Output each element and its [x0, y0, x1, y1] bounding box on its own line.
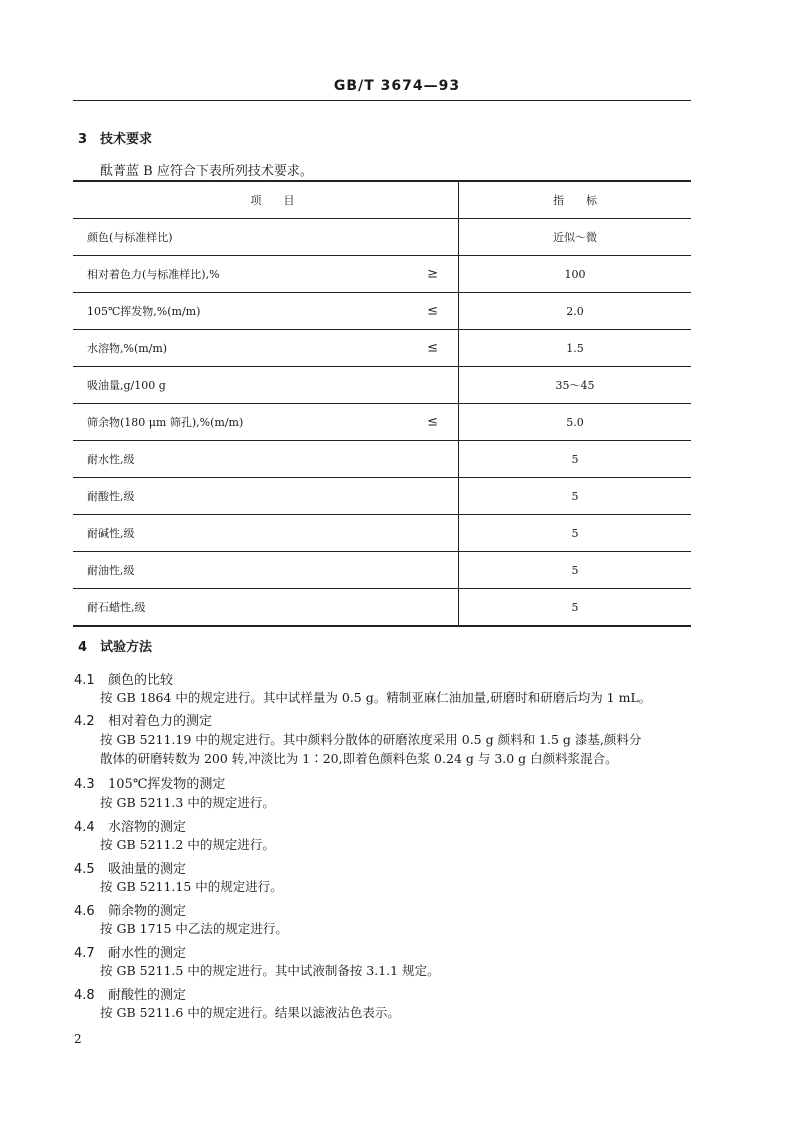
clause-number: 4.4 — [74, 820, 95, 835]
section-3-intro: 酞菁蓝 B 应符合下表所列技术要求。 — [100, 164, 313, 179]
table-row — [73, 515, 691, 552]
row-item: 耐酸性,级 — [87, 490, 135, 503]
clause-line: 按 GB 5211.6 中的规定进行。结果以滤液沾色表示。 — [100, 1005, 400, 1020]
section-4-heading — [78, 636, 152, 655]
clause-line: 按 GB 5211.3 中的规定进行。 — [100, 795, 275, 810]
clause-4-3-body — [100, 793, 692, 812]
table-row — [73, 404, 691, 441]
table-row — [73, 478, 691, 515]
row-item: 颜色(与标准样比) — [87, 231, 173, 244]
table-row — [73, 293, 691, 330]
clause-4-1-heading — [74, 669, 173, 688]
header-value: 指 标 — [459, 181, 692, 219]
document-header: GB/T 3674—93 — [333, 78, 461, 94]
row-item: 相对着色力(与标准样比),% — [87, 268, 220, 281]
section-4-number: 4 — [78, 640, 88, 655]
clause-number: 4.2 — [74, 714, 95, 729]
section-3-number: 3 — [78, 132, 88, 147]
clause-number: 4.7 — [74, 946, 95, 961]
clause-4-2-body — [100, 730, 692, 768]
table-row — [73, 441, 691, 478]
header-item: 项 目 — [73, 181, 459, 219]
clause-4-7-heading — [74, 942, 186, 961]
clause-title: 筛余物的测定 — [108, 904, 187, 919]
table-row — [73, 219, 691, 256]
row-comparator: ≤ — [427, 303, 438, 319]
clause-4-5-body — [100, 877, 692, 896]
clause-4-8-body — [100, 1003, 692, 1022]
clause-line: 按 GB 1715 中乙法的规定进行。 — [100, 921, 288, 936]
row-value: 1.5 — [459, 330, 692, 367]
row-value: 35～45 — [459, 367, 692, 404]
clause-title: 相对着色力的测定 — [108, 714, 213, 729]
clause-4-6-body — [100, 919, 692, 938]
row-item: 105℃挥发物,%(m/m) — [87, 305, 201, 318]
clause-line: 按 GB 5211.19 中的规定进行。其中颜料分散体的研磨浓度采用 0.5 g 颜料和 1.5 g 漆基,颜料分 — [100, 732, 642, 747]
clause-line: 按 GB 1864 中的规定进行。其中试样量为 0.5 g。精制亚麻仁油加量,研磨时和研磨后均为 1 mL。 — [100, 690, 652, 705]
row-item: 耐油性,级 — [87, 564, 135, 577]
row-value: 5 — [459, 515, 692, 552]
row-comparator: ≤ — [427, 340, 438, 356]
row-value: 5 — [459, 589, 692, 627]
clause-title: 耐酸性的测定 — [108, 988, 187, 1003]
row-comparator: ≥ — [427, 266, 438, 282]
section-4-title: 试验方法 — [100, 640, 153, 655]
table-row — [73, 367, 691, 404]
row-comparator: ≤ — [427, 414, 438, 430]
row-item: 水溶物,%(m/m) — [87, 342, 168, 355]
table-row — [73, 256, 691, 293]
clause-title: 耐水性的测定 — [108, 946, 187, 961]
table-row — [73, 330, 691, 367]
table-row — [73, 552, 691, 589]
row-value: 近似～微 — [459, 219, 692, 256]
clause-number: 4.3 — [74, 777, 95, 792]
requirements-table — [73, 180, 691, 627]
clause-4-8-heading — [74, 984, 186, 1003]
clause-number: 4.5 — [74, 862, 95, 877]
row-item: 耐石蜡性,级 — [87, 601, 146, 614]
row-item: 吸油量,g/100 g — [87, 379, 166, 392]
clause-4-6-heading — [74, 900, 186, 919]
row-value: 5 — [459, 478, 692, 515]
clause-4-4-heading — [74, 816, 186, 835]
clause-title: 颜色的比较 — [108, 673, 174, 688]
clause-4-3-heading — [74, 773, 225, 792]
table-header-row — [73, 181, 691, 219]
row-item: 筛余物(180 μm 筛孔),%(m/m) — [87, 416, 244, 429]
clause-line: 按 GB 5211.5 中的规定进行。其中试液制备按 3.1.1 规定。 — [100, 963, 440, 978]
row-value: 100 — [459, 256, 692, 293]
page-number: 2 — [74, 1032, 82, 1046]
clause-line: 散体的研磨转数为 200 转,冲淡比为 1∶20,即着色颜料色浆 0.24 g 与 3.0 g 白颜料浆混合。 — [100, 751, 618, 766]
clause-title: 吸油量的测定 — [108, 862, 187, 877]
clause-number: 4.6 — [74, 904, 95, 919]
table-row — [73, 589, 691, 627]
clause-line: 按 GB 5211.2 中的规定进行。 — [100, 837, 275, 852]
clause-4-5-heading — [74, 858, 186, 877]
clause-title: 105℃挥发物的测定 — [108, 777, 226, 792]
row-value: 2.0 — [459, 293, 692, 330]
row-item: 耐碱性,级 — [87, 527, 135, 540]
clause-4-4-body — [100, 835, 692, 854]
clause-4-1-body — [100, 688, 692, 707]
clause-number: 4.8 — [74, 988, 95, 1003]
clause-title: 水溶物的测定 — [108, 820, 187, 835]
row-value: 5 — [459, 441, 692, 478]
header-rule — [73, 100, 691, 101]
clause-line: 按 GB 5211.15 中的规定进行。 — [100, 879, 283, 894]
row-item: 耐水性,级 — [87, 453, 135, 466]
clause-number: 4.1 — [74, 673, 95, 688]
section-3-title: 技术要求 — [100, 132, 153, 147]
clause-4-2-heading — [74, 710, 212, 729]
row-value: 5 — [459, 552, 692, 589]
row-value: 5.0 — [459, 404, 692, 441]
clause-4-7-body — [100, 961, 692, 980]
section-3-heading — [78, 128, 152, 147]
